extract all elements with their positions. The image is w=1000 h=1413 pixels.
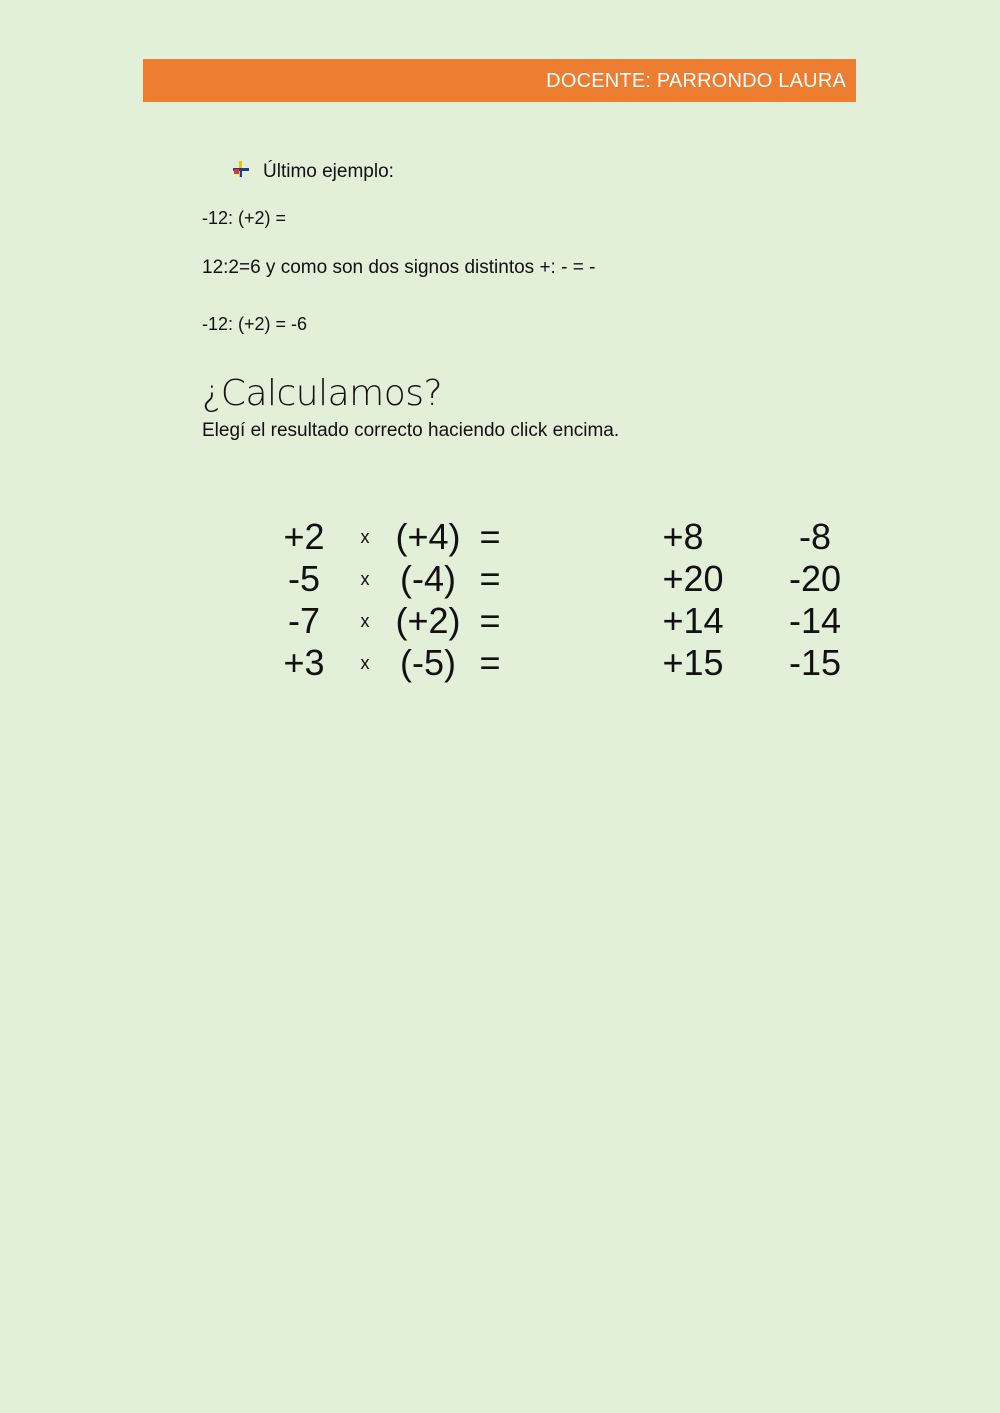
multiply-sign: x <box>360 569 370 589</box>
example-heading: Último ejemplo: <box>263 161 394 182</box>
operand-a: +2 <box>283 516 325 557</box>
answer-option-negative[interactable]: -15 <box>788 642 842 683</box>
answer-option-positive[interactable]: +20 <box>662 558 724 599</box>
operand-a: -7 <box>287 600 320 641</box>
operand-b: (+2) <box>395 600 461 641</box>
example-result: -6 <box>291 314 308 334</box>
example-line-1: -12: (+2) = <box>202 208 287 228</box>
answer-option-positive[interactable]: +8 <box>662 516 704 557</box>
multiply-sign: x <box>360 527 370 547</box>
multiply-sign: x <box>360 611 370 631</box>
answer-option-negative[interactable]: -8 <box>798 516 831 557</box>
operand-a: -5 <box>287 558 320 599</box>
header-bar <box>143 59 856 102</box>
operand-b: (-4) <box>400 558 456 599</box>
operand-a: +3 <box>283 642 325 683</box>
colored-plus-bullet-icon <box>232 160 250 178</box>
example-line-3-prefix: -12: (+2) = <box>202 314 292 334</box>
answer-option-negative[interactable]: -20 <box>788 558 842 599</box>
equals-sign: = <box>479 516 501 557</box>
section-title: ¿Calculamos? <box>202 373 443 414</box>
teacher-name: DOCENTE: PARRONDO LAURA <box>546 70 846 92</box>
answer-option-negative[interactable]: -14 <box>788 600 842 641</box>
example-line-2: 12:2=6 y como son dos signos distintos +: - = - <box>202 257 596 278</box>
operand-b: (-5) <box>400 642 456 683</box>
example-line-3 <box>202 314 307 335</box>
equals-sign: = <box>479 600 501 641</box>
operand-b: (+4) <box>395 516 461 557</box>
answer-option-positive[interactable]: +14 <box>662 600 724 641</box>
equals-sign: = <box>479 642 501 683</box>
multiply-sign: x <box>360 653 370 673</box>
equals-sign: = <box>479 558 501 599</box>
answer-option-positive[interactable]: +15 <box>662 642 724 683</box>
instruction-text: Elegí el resultado correcto haciendo click encima. <box>202 420 620 441</box>
